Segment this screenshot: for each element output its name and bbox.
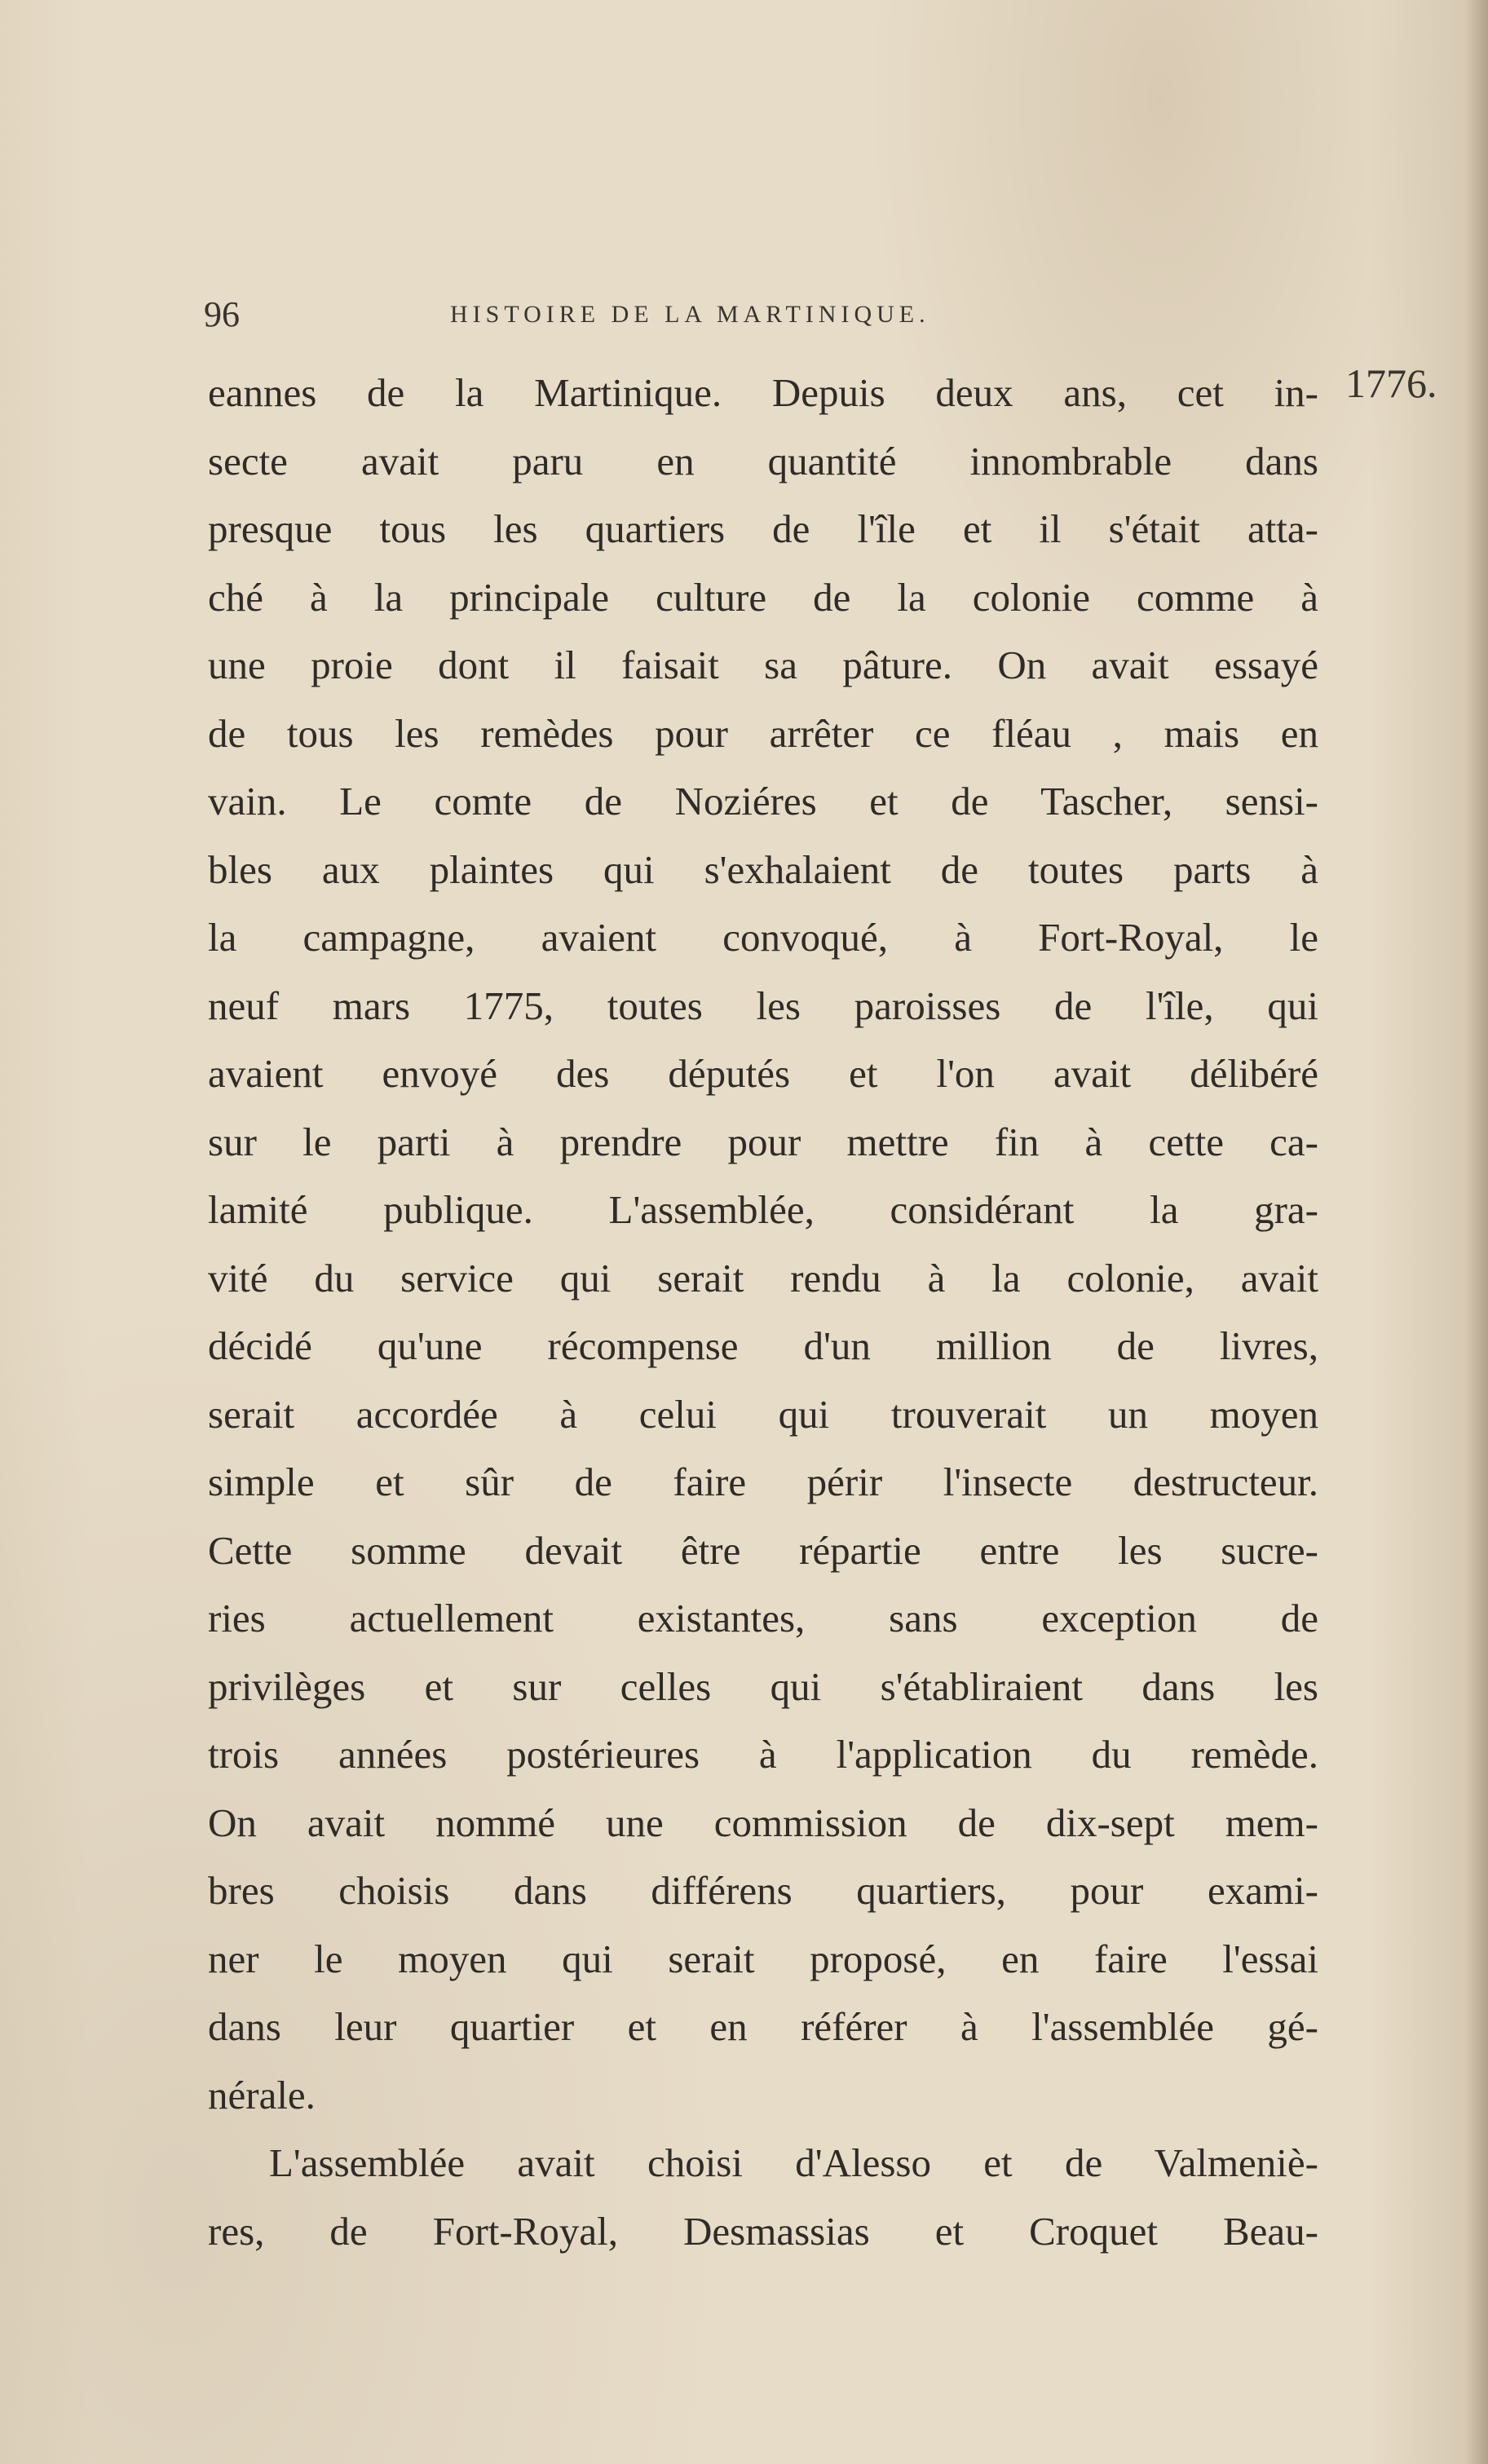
running-head bbox=[204, 290, 1329, 339]
running-title: HISTOIRE DE LA MARTINIQUE. bbox=[450, 301, 930, 328]
text-line: une proie dont il faisait sa pâture. On avait essayé bbox=[208, 642, 1318, 687]
text-line: vain. Le comte de Noziéres et de Tascher, sensi- bbox=[208, 779, 1318, 824]
text-line: res, de Fort-Royal, Desmassias et Croquet Beau- bbox=[208, 2208, 1318, 2254]
text-line: la campagne, avaient convoqué, à Fort-Royal, le bbox=[208, 915, 1318, 960]
text-line: secte avait paru en quantité innombrable dans bbox=[208, 438, 1318, 484]
text-line: Cette somme devait être répartie entre les sucre- bbox=[208, 1527, 1318, 1573]
text-line: lamité publique. L'assemblée, considérant la gra- bbox=[208, 1187, 1318, 1232]
paragraph-end-line: nérale. bbox=[208, 2072, 316, 2117]
text-line: eannes de la Martinique. Depuis deux ans, cet in- bbox=[208, 370, 1318, 415]
text-line: décidé qu'une récompense d'un million de livres, bbox=[208, 1323, 1318, 1368]
margin-year-note: 1776. bbox=[1345, 360, 1437, 406]
text-line: sur le parti à prendre pour mettre fin à cette ca- bbox=[208, 1119, 1318, 1164]
text-line: serait accordée à celui qui trouverait un moyen bbox=[208, 1391, 1318, 1437]
text-line: ché à la principale culture de la colonie comme à bbox=[208, 574, 1318, 620]
text-line: vité du service qui serait rendu à la colonie, avait bbox=[208, 1255, 1318, 1300]
text-line: ner le moyen qui serait proposé, en faire l'essai bbox=[208, 1936, 1318, 1981]
text-line: On avait nommé une commission de dix-sept mem- bbox=[208, 1799, 1318, 1845]
text-line: bles aux plaintes qui s'exhalaient de toutes parts à bbox=[208, 846, 1318, 892]
text-line: trois années postérieures à l'application du remède. bbox=[208, 1732, 1318, 1777]
text-line: de tous les remèdes pour arrêter ce fléau , mais en bbox=[208, 710, 1318, 756]
body-text bbox=[208, 359, 1318, 2265]
text-line: avaient envoyé des députés et l'on avait délibéré bbox=[208, 1051, 1318, 1096]
text-line: presque tous les quartiers de l'île et il s'était atta- bbox=[208, 506, 1318, 551]
text-line: dans leur quartier et en référer à l'assemblée gé- bbox=[208, 2004, 1318, 2049]
paragraph-start-line: L'assemblée avait choisi d'Alesso et de Valmeniè- bbox=[269, 2140, 1318, 2185]
page-edge-shadow bbox=[1465, 0, 1488, 2464]
text-line: simple et sûr de faire périr l'insecte destructeur. bbox=[208, 1459, 1318, 1504]
text-line: neuf mars 1775, toutes les paroisses de l'île, qui bbox=[208, 983, 1318, 1028]
text-line: bres choisis dans différens quartiers, pour exami- bbox=[208, 1868, 1318, 1913]
text-line: privilèges et sur celles qui s'établiraient dans les bbox=[208, 1663, 1318, 1709]
page-number: 96 bbox=[204, 294, 240, 334]
text-line: ries actuellement existantes, sans exception de bbox=[208, 1596, 1318, 1640]
